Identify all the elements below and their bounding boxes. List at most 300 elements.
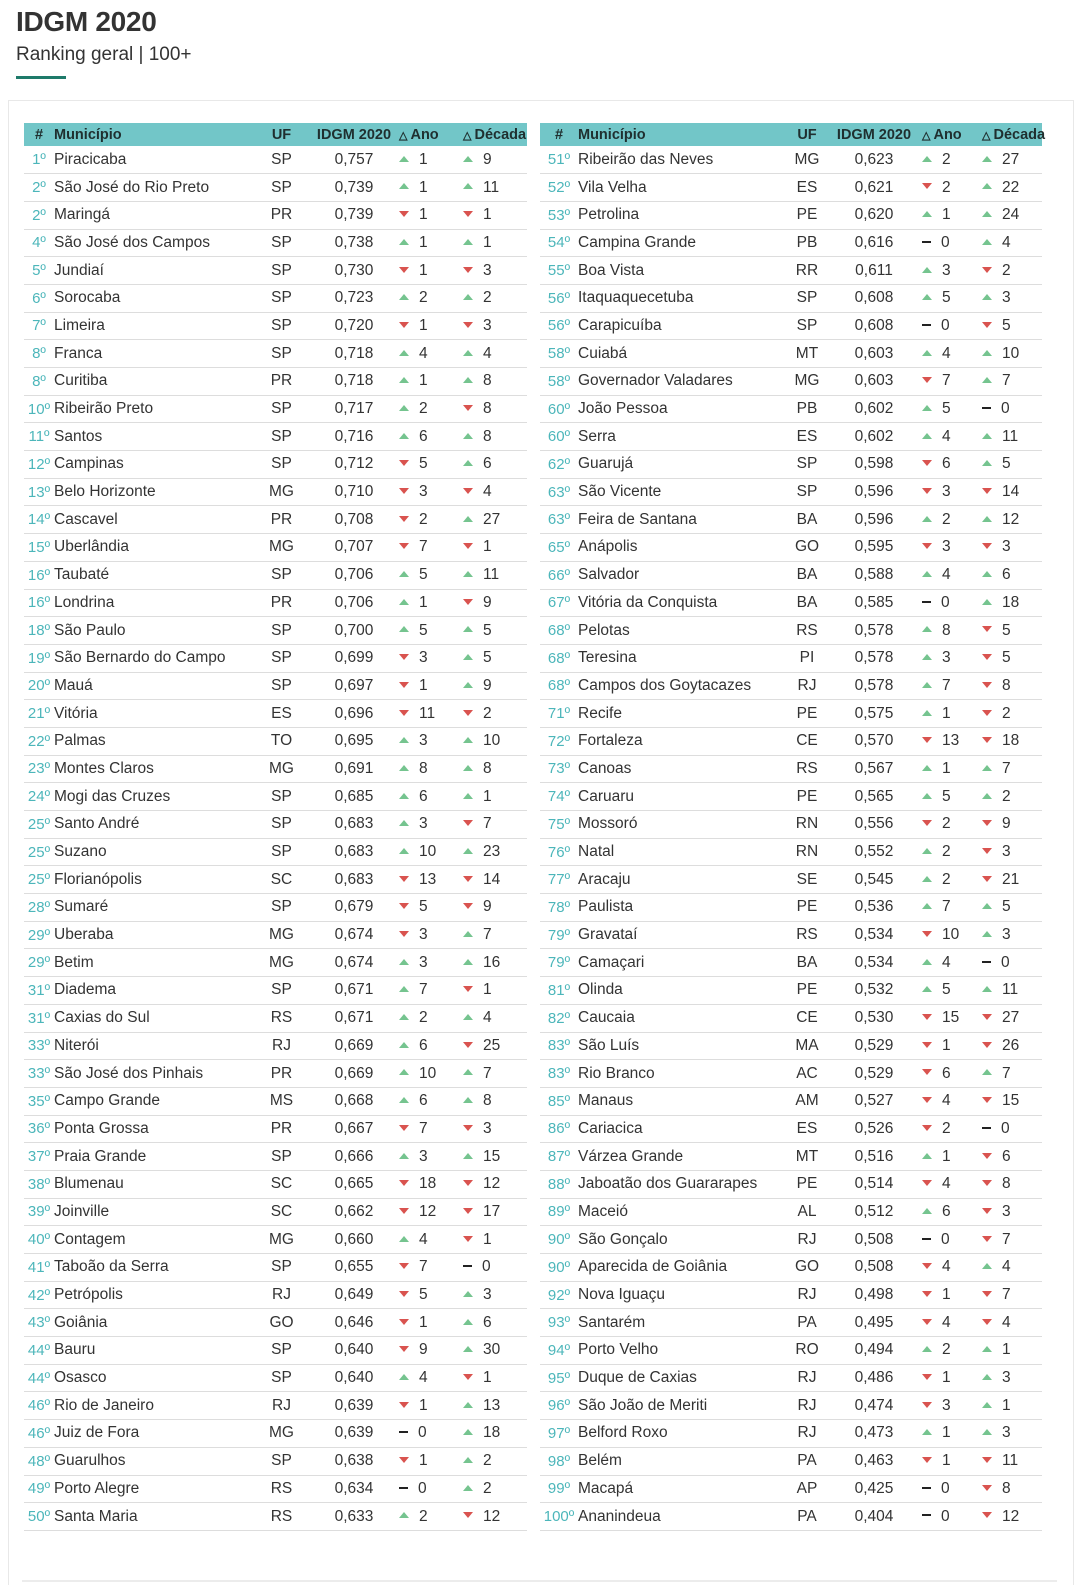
uf-cell: ES [788,1115,826,1143]
municipio-cell: Bauru [54,1337,254,1365]
decada-change-value: 4 [483,344,492,362]
uf-cell: SP [254,423,309,451]
ano-change-cell [922,534,982,562]
col-header-rank: # [24,123,54,146]
arrow-up-icon [463,183,473,189]
ano-change-value: 4 [942,344,951,362]
ano-change-cell [922,811,982,839]
arrow-down-icon [922,460,932,466]
arrow-down-icon [982,1153,992,1159]
idgm-cell: 0,639 [309,1420,399,1448]
idgm-cell: 0,683 [309,811,399,839]
arrow-up-icon [463,350,473,356]
uf-cell: PR [254,201,309,229]
arrow-up-icon [922,1429,932,1435]
arrow-down-icon [463,599,473,605]
decada-change-cell [463,866,527,894]
uf-cell: MG [254,755,309,783]
arrow-down-icon [463,876,473,882]
decada-change-cell [463,672,527,700]
decada-change-value: 6 [483,1313,492,1331]
municipio-cell: Caxias do Sul [54,1004,254,1032]
decada-change-cell [982,340,1042,368]
ano-change-value: 1 [942,759,951,777]
rank-cell: 48º [24,1447,54,1475]
uf-cell: RJ [788,1364,826,1392]
rank-cell: 12º [24,451,54,479]
ranking-table-left [24,123,527,1531]
uf-cell: GO [788,1254,826,1282]
municipio-cell: São João de Meriti [578,1392,788,1420]
table-row [24,644,527,672]
uf-cell: RS [788,921,826,949]
municipio-cell: Campos dos Goytacazes [578,672,788,700]
arrow-down-icon [463,1512,473,1518]
arrow-up-icon [399,433,409,439]
arrow-down-icon [399,1263,409,1269]
ano-change-cell [922,1281,982,1309]
arrow-down-icon [982,1208,992,1214]
table-row [540,1392,1042,1420]
table-row [24,1198,527,1226]
ano-change-value: 1 [419,316,428,334]
ano-change-cell [399,727,463,755]
municipio-cell: Maringá [54,201,254,229]
ano-change-value: 15 [942,1009,960,1027]
idgm-cell: 0,655 [309,1254,399,1282]
decada-change-cell [463,534,527,562]
municipio-cell: Blumenau [54,1170,254,1198]
arrow-down-icon [982,1457,992,1463]
ano-change-cell [399,146,463,174]
uf-cell: RS [788,755,826,783]
idgm-cell: 0,639 [309,1392,399,1420]
table-row [540,949,1042,977]
idgm-cell: 0,683 [309,866,399,894]
ano-change-value: 2 [419,1507,428,1525]
municipio-cell: Caucaia [578,1004,788,1032]
municipio-cell: Serra [578,423,788,451]
uf-cell: AC [788,1060,826,1088]
arrow-down-icon [922,737,932,743]
table-row [24,395,527,423]
decada-change-cell [463,423,527,451]
col-header-decada-label: Década [474,126,527,143]
rank-cell: 87º [540,1143,578,1171]
municipio-cell: Pelotas [578,617,788,645]
ano-change-value: 2 [942,510,951,528]
arrow-down-icon [399,543,409,549]
arrow-up-icon [463,460,473,466]
decada-change-value: 8 [483,427,492,445]
ano-change-value: 2 [942,815,951,833]
decada-change-value: 22 [1002,178,1020,196]
col-header-ano-label: Ano [933,126,962,143]
decada-change-cell [982,811,1042,839]
arrow-up-icon [922,876,932,882]
uf-cell: RS [788,617,826,645]
decada-change-value: 27 [483,510,501,528]
rank-cell: 99º [540,1475,578,1503]
arrow-up-icon [982,765,992,771]
arrow-up-icon [922,294,932,300]
decada-change-value: 5 [483,649,492,667]
table-row [540,1420,1042,1448]
arrow-down-icon [982,267,992,273]
uf-cell: SP [254,146,309,174]
arrow-down-icon [399,931,409,937]
rank-cell: 55º [540,257,578,285]
ano-change-cell [922,1337,982,1365]
decada-change-cell [463,755,527,783]
municipio-cell: Mogi das Cruzes [54,783,254,811]
decada-change-value: 12 [1002,1507,1020,1525]
decada-change-value: 14 [1002,483,1020,501]
ano-change-value: 2 [942,150,951,168]
table-row [24,534,527,562]
decada-change-cell [982,783,1042,811]
dash-icon [922,1487,931,1489]
table-row [540,1060,1042,1088]
ano-change-cell [399,1364,463,1392]
idgm-cell: 0,425 [826,1475,922,1503]
table-row [24,1447,527,1475]
rank-cell: 82º [540,1004,578,1032]
idgm-cell: 0,616 [826,229,922,257]
arrow-down-icon [982,1014,992,1020]
table-row [24,1004,527,1032]
ano-change-value: 5 [419,1286,428,1304]
ano-change-value: 4 [419,344,428,362]
municipio-cell: Santa Maria [54,1503,254,1531]
municipio-cell: Vitória da Conquista [578,589,788,617]
municipio-cell: Goiânia [54,1309,254,1337]
decada-change-cell [982,894,1042,922]
idgm-cell: 0,757 [309,146,399,174]
ano-change-cell [399,561,463,589]
arrow-down-icon [399,1125,409,1131]
arrow-down-icon [399,876,409,882]
idgm-cell: 0,532 [826,977,922,1005]
municipio-cell: Juiz de Fora [54,1420,254,1448]
arrow-down-icon [463,986,473,992]
arrow-up-icon [463,433,473,439]
decada-change-cell [463,1087,527,1115]
ano-change-cell [399,395,463,423]
ano-change-cell [399,921,463,949]
municipio-cell: Campo Grande [54,1087,254,1115]
uf-cell: PE [788,1170,826,1198]
decada-change-value: 1 [483,1369,492,1387]
uf-cell: SP [254,229,309,257]
uf-cell: CE [788,1004,826,1032]
table-row [540,1087,1042,1115]
arrow-up-icon [922,1208,932,1214]
municipio-cell: São Paulo [54,617,254,645]
uf-cell: MG [254,1420,309,1448]
municipio-cell: Santos [54,423,254,451]
idgm-cell: 0,534 [826,949,922,977]
table-row [540,755,1042,783]
uf-cell: RJ [788,1420,826,1448]
decada-change-cell [982,257,1042,285]
idgm-cell: 0,603 [826,340,922,368]
arrow-down-icon [922,1263,932,1269]
idgm-cell: 0,578 [826,617,922,645]
table-row [24,672,527,700]
ano-change-cell [922,1475,982,1503]
rank-cell: 33º [24,1032,54,1060]
arrow-up-icon [982,571,992,577]
idgm-cell: 0,666 [309,1143,399,1171]
uf-cell: SC [254,866,309,894]
ano-change-cell [399,201,463,229]
decada-change-cell [982,451,1042,479]
table-row [540,644,1042,672]
table-row [24,727,527,755]
municipio-cell: Curitiba [54,368,254,396]
ano-change-value: 10 [942,926,960,944]
arrow-down-icon [463,322,473,328]
page-title: IDGM 2020 [16,6,157,37]
ranking-table-right [540,123,1046,1531]
municipio-cell: Betim [54,949,254,977]
municipio-cell: Petrolina [578,201,788,229]
uf-cell: ES [254,700,309,728]
rank-cell: 83º [540,1032,578,1060]
ano-change-value: 0 [941,316,950,334]
ano-change-value: 0 [941,1507,950,1525]
decada-change-cell [982,561,1042,589]
ano-change-cell [399,672,463,700]
idgm-cell: 0,718 [309,340,399,368]
decada-change-cell [982,727,1042,755]
idgm-cell: 0,556 [826,811,922,839]
table-row [540,1004,1042,1032]
ano-change-cell [922,783,982,811]
municipio-cell: Ananindeua [578,1503,788,1531]
col-header-decada-label: Década [993,126,1046,143]
ano-change-cell [399,1309,463,1337]
arrow-down-icon [922,1042,932,1048]
ano-change-value: 2 [419,510,428,528]
table-row [540,811,1042,839]
ano-change-value: 2 [419,400,428,418]
decada-change-cell [463,1170,527,1198]
table-row [540,561,1042,589]
ano-change-value: 0 [941,1479,950,1497]
ano-change-cell [399,811,463,839]
arrow-down-icon [399,322,409,328]
decada-change-value: 8 [483,400,492,418]
decada-change-value: 26 [1002,1036,1020,1054]
decada-change-cell [982,1226,1042,1254]
uf-cell: RJ [788,1226,826,1254]
ano-change-value: 1 [942,1452,951,1470]
decada-change-value: 10 [1002,344,1020,362]
ano-change-cell [399,617,463,645]
table-row [24,894,527,922]
idgm-cell: 0,486 [826,1364,922,1392]
ano-change-cell [399,174,463,202]
idgm-cell: 0,495 [826,1309,922,1337]
idgm-cell: 0,685 [309,783,399,811]
decada-change-value: 11 [1002,427,1019,445]
arrow-down-icon [982,710,992,716]
decada-change-cell [982,229,1042,257]
ano-change-value: 1 [419,1313,428,1331]
arrow-up-icon [399,1014,409,1020]
decada-change-value: 0 [1001,953,1010,971]
decada-change-value: 8 [483,372,492,390]
arrow-up-icon [463,626,473,632]
municipio-cell: Gravataí [578,921,788,949]
uf-cell: GO [254,1309,309,1337]
municipio-cell: Camaçari [578,949,788,977]
ano-change-value: 4 [419,1369,428,1387]
municipio-cell: Santarém [578,1309,788,1337]
rank-cell: 16º [24,561,54,589]
municipio-cell: Aparecida de Goiânia [578,1254,788,1282]
uf-cell: PE [788,783,826,811]
uf-cell: MT [788,1143,826,1171]
decada-change-cell [982,977,1042,1005]
page-header [16,6,192,66]
arrow-up-icon [463,1097,473,1103]
table-row [24,1364,527,1392]
rank-cell: 24º [24,783,54,811]
table-row [24,257,527,285]
rank-cell: 4º [24,229,54,257]
decada-change-value: 1 [483,981,492,999]
decada-change-value: 3 [1002,538,1011,556]
ano-change-cell [922,340,982,368]
ano-change-cell [399,949,463,977]
ano-change-cell [399,700,463,728]
rank-cell: 92º [540,1281,578,1309]
arrow-down-icon [982,737,992,743]
municipio-cell: Nova Iguaçu [578,1281,788,1309]
arrow-down-icon [922,1291,932,1297]
arrow-up-icon [982,156,992,162]
arrow-up-icon [399,986,409,992]
idgm-cell: 0,552 [826,838,922,866]
idgm-cell: 0,596 [826,506,922,534]
arrow-down-icon [399,460,409,466]
bottom-divider [22,1580,1057,1582]
ano-change-cell [399,1447,463,1475]
municipio-cell: Belo Horizonte [54,478,254,506]
municipio-cell: Campinas [54,451,254,479]
ano-change-cell [922,1004,982,1032]
arrow-up-icon [399,377,409,383]
ano-change-value: 5 [942,400,951,418]
idgm-cell: 0,683 [309,838,399,866]
arrow-up-icon [982,1374,992,1380]
arrow-up-icon [922,571,932,577]
table-row [24,423,527,451]
arrow-down-icon [463,1180,473,1186]
municipio-cell: São José do Rio Preto [54,174,254,202]
ano-change-value: 1 [942,1147,951,1165]
decada-change-cell [463,977,527,1005]
decada-change-value: 3 [1002,289,1011,307]
ano-change-cell [922,1087,982,1115]
decada-change-value: 9 [483,676,492,694]
arrow-down-icon [463,405,473,411]
decada-change-cell [463,949,527,977]
ano-change-cell [399,1087,463,1115]
ano-change-cell [922,423,982,451]
idgm-cell: 0,633 [309,1503,399,1531]
idgm-cell: 0,649 [309,1281,399,1309]
dash-icon [982,961,991,963]
arrow-up-icon [399,1153,409,1159]
arrow-down-icon [399,710,409,716]
municipio-cell: Cascavel [54,506,254,534]
decada-change-cell [463,284,527,312]
municipio-cell: Salvador [578,561,788,589]
arrow-down-icon [922,543,932,549]
uf-cell: PA [788,1309,826,1337]
rank-cell: 68º [540,617,578,645]
rank-cell: 60º [540,395,578,423]
rank-cell: 100º [540,1503,578,1531]
ano-change-cell [922,1115,982,1143]
decada-change-value: 5 [1002,621,1011,639]
uf-cell: MS [254,1087,309,1115]
table-row [540,506,1042,534]
arrow-up-icon [922,793,932,799]
rank-cell: 38º [24,1170,54,1198]
table-row [540,312,1042,340]
arrow-up-icon [982,211,992,217]
ano-change-value: 3 [419,649,428,667]
arrow-up-icon [982,599,992,605]
ano-change-value: 1 [942,1424,951,1442]
arrow-up-icon [922,405,932,411]
municipio-cell: Teresina [578,644,788,672]
rank-cell: 46º [24,1420,54,1448]
idgm-cell: 0,708 [309,506,399,534]
rank-cell: 86º [540,1115,578,1143]
decada-change-cell [463,1004,527,1032]
table-row [540,921,1042,949]
decada-change-cell [982,1420,1042,1448]
col-header-uf: UF [788,123,826,146]
decada-change-cell [982,506,1042,534]
arrow-up-icon [922,626,932,632]
decada-change-value: 25 [483,1036,501,1054]
ano-change-cell [399,423,463,451]
arrow-up-icon [399,405,409,411]
decada-change-cell [463,1447,527,1475]
decada-change-value: 0 [482,1258,491,1276]
arrow-up-icon [982,183,992,189]
ano-change-value: 1 [419,150,428,168]
municipio-cell: Recife [578,700,788,728]
uf-cell: SC [254,1198,309,1226]
table-row [24,700,527,728]
decada-change-cell [463,1420,527,1448]
arrow-down-icon [922,1097,932,1103]
decada-change-value: 7 [1002,759,1011,777]
idgm-cell: 0,611 [826,257,922,285]
uf-cell: PE [788,894,826,922]
arrow-up-icon [982,1346,992,1352]
dash-icon [399,1487,408,1489]
municipio-cell: Duque de Caxias [578,1364,788,1392]
